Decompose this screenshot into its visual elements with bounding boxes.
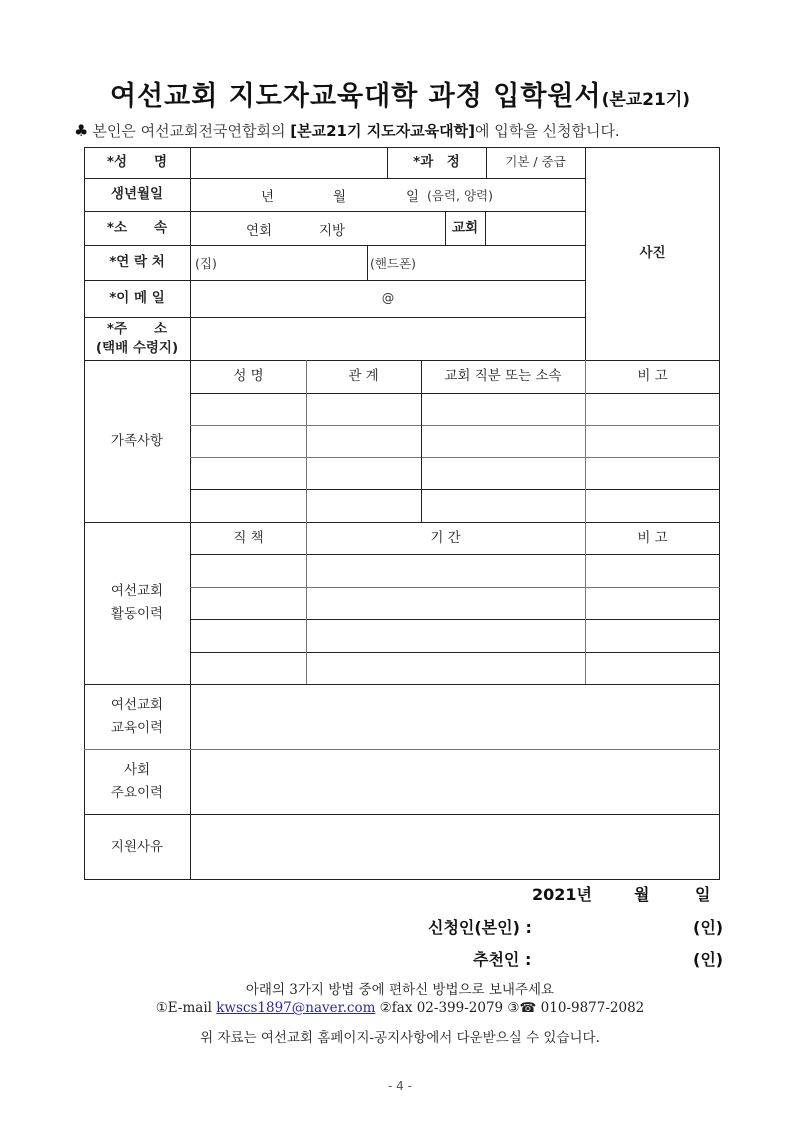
phone-number: 010-9877-2082	[536, 1000, 645, 1016]
church-label: 교회	[451, 219, 479, 236]
photo-box[interactable]: 사진	[639, 245, 666, 262]
sign-month: 월	[634, 885, 650, 904]
education-field[interactable]	[191, 685, 720, 749]
email-field[interactable]: @	[381, 290, 395, 306]
sign-day: 일	[695, 885, 711, 904]
education-label-line2: 교육이력	[110, 719, 164, 736]
address-label	[84, 317, 190, 360]
name-label: *성 명	[106, 154, 168, 171]
email-label: *이 메 일	[109, 290, 165, 307]
social-label-line2: 주요이력	[110, 784, 164, 801]
reason-field[interactable]	[191, 815, 720, 879]
course-label: *과 정	[413, 154, 460, 171]
family-col-note: 비 고	[637, 368, 668, 385]
conference-unit: 연회	[246, 223, 273, 239]
course-options[interactable]: 기본 / 중급	[505, 154, 566, 170]
page-title	[0, 74, 800, 113]
sign-year: 2021년	[532, 885, 592, 904]
family-section-label: 가족사항	[110, 432, 164, 449]
club-icon: ♣	[74, 121, 89, 140]
family-col-relation: 관 계	[348, 368, 379, 385]
email-method-label: ①E-mail	[155, 1000, 217, 1016]
birth-day-unit: 일	[406, 189, 420, 205]
affiliation-field[interactable]	[191, 211, 445, 245]
home-phone-hint: (집)	[195, 256, 217, 271]
phone-icon: ☎	[519, 1000, 537, 1016]
activity-row[interactable]	[191, 620, 720, 652]
activity-label-line1: 여선교회	[110, 583, 164, 600]
activity-row[interactable]	[191, 588, 720, 619]
family-row[interactable]	[191, 490, 720, 522]
education-label	[84, 684, 190, 749]
submission-instructions: 아래의 3가지 방법 중에 편하신 방법으로 보내주세요	[245, 982, 555, 998]
page-number: - 4 -	[388, 1079, 412, 1093]
title-sub: (본교21기)	[601, 90, 691, 110]
activity-row[interactable]	[191, 653, 720, 684]
activity-label-line2: 활동이력	[110, 606, 164, 622]
social-label-line1: 사회	[123, 761, 151, 778]
birth-month-unit: 월	[333, 189, 347, 205]
mobile-phone-field[interactable]	[368, 245, 585, 280]
family-row[interactable]	[191, 458, 720, 489]
activity-col-period: 기 간	[430, 529, 461, 546]
recommender-seal: (인)	[693, 950, 724, 969]
address-field[interactable]	[191, 318, 585, 360]
birth-label: 생년월일	[110, 186, 164, 203]
church-field[interactable]	[486, 212, 585, 245]
reason-label: 지원사유	[110, 838, 164, 855]
birth-calendar-type[interactable]: (음력, 양력)	[427, 188, 494, 203]
name-field[interactable]	[191, 148, 387, 178]
title-main: 여선교회 지도자교육대학 과정 입학원서	[109, 81, 602, 112]
activity-row[interactable]	[191, 555, 720, 587]
fax-method: ②fax 02-399-2079 ③	[375, 1000, 520, 1016]
activity-section-label	[84, 522, 190, 684]
mobile-phone-hint: (핸드폰)	[370, 256, 416, 271]
download-notice: 위 자료는 여선교회 홈페이지-공지사항에서 다운받으실 수 있습니다.	[200, 1030, 600, 1046]
family-row[interactable]	[191, 394, 720, 425]
birth-year-unit: 년	[261, 189, 275, 205]
social-label	[84, 749, 190, 814]
applicant-label: 신청인(본인) :	[428, 918, 532, 937]
submission-methods	[0, 1000, 800, 1016]
contact-label: *연 락 처	[109, 254, 165, 271]
activity-col-position: 직 책	[233, 529, 264, 546]
education-label-line1: 여선교회	[110, 696, 164, 713]
intro-course: [본교21기 지도자교육대학]	[290, 122, 475, 140]
home-phone-field[interactable]	[191, 245, 367, 280]
intro-statement	[74, 120, 620, 141]
intro-suffix: 에 입학을 신청합니다.	[474, 122, 620, 140]
applicant-seal: (인)	[693, 918, 724, 937]
address-label-line1: *주 소	[106, 321, 168, 338]
email-link[interactable]: kwscs1897@naver.com	[216, 1000, 376, 1016]
affiliation-label: *소 속	[106, 219, 168, 236]
district-unit: 지방	[319, 223, 346, 239]
activity-col-note: 비 고	[637, 529, 668, 546]
recommender-label: 추천인 :	[473, 950, 532, 969]
intro-prefix: 본인은 여선교회전국연합회의	[92, 122, 291, 140]
address-label-line2: (택배 수령지)	[95, 339, 179, 356]
social-field[interactable]	[191, 750, 720, 814]
family-col-name: 성 명	[233, 368, 264, 385]
family-col-church-role: 교회 직분 또는 소속	[444, 368, 562, 385]
family-row[interactable]	[191, 426, 720, 457]
birth-field[interactable]	[191, 178, 585, 211]
